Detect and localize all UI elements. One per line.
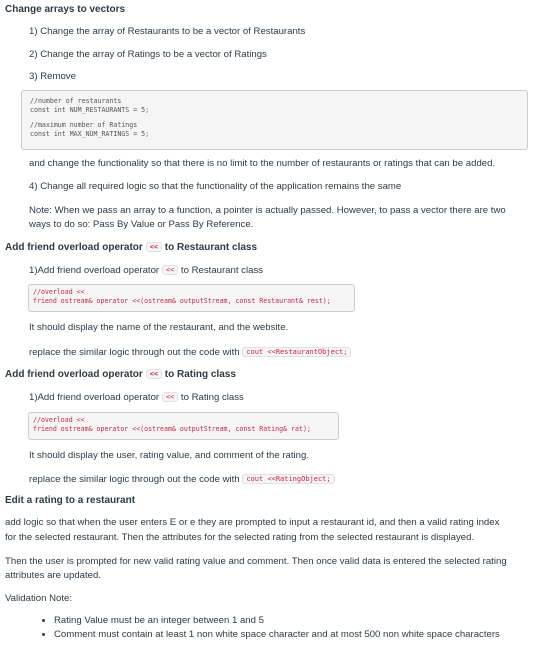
heading-change-arrays: Change arrays to vectors xyxy=(5,4,126,15)
heading-pre: Add friend overload operator xyxy=(5,369,143,380)
heading-edit-rating: Edit a rating to a restaurant xyxy=(5,495,136,506)
restaurant-item xyxy=(29,264,263,277)
item-1: 1) Change the array of Restaurants to be a vector of Restaurants xyxy=(29,26,306,37)
validation-bullet: • Rating Value must be an integer between 1 and 5 xyxy=(54,614,560,628)
heading-text xyxy=(5,369,236,380)
item-pre: 1)Add friend overload operator xyxy=(29,265,160,276)
code-line: //overload << xyxy=(33,416,85,424)
replace-pre: replace the similar logic through out the code with xyxy=(29,347,240,358)
heading-pre: Add friend overload operator xyxy=(5,242,143,253)
heading-code: << xyxy=(146,369,162,379)
item-code: << xyxy=(162,392,178,402)
validation-label: Validation Note: xyxy=(5,593,73,604)
item-pre: 1)Add friend overload operator xyxy=(29,392,160,403)
heading-rating-operator xyxy=(5,369,236,380)
code-line: const int MAX_NUM_RATINGS = 5; xyxy=(30,130,150,138)
item-4: 4) Change all required logic so that the functionality of the application remains the same xyxy=(29,181,402,192)
code-block-rating-operator xyxy=(28,412,339,440)
replace-pre: replace the similar logic through out the code with xyxy=(29,474,240,485)
item-post: to Restaurant class xyxy=(180,265,264,276)
edit-p2-line1: Then the user is prompted for new valid rating value and comment. Then once valid data is entered the selected rating xyxy=(5,556,507,567)
restaurant-replace-text xyxy=(29,346,351,359)
code-line: friend ostream& operator <<(ostream& outputStream, const Restaurant& rest); xyxy=(33,297,331,305)
replace-code: cout <<RestaurantObject; xyxy=(242,347,351,357)
edit-p2-line2: attributes are updated. xyxy=(5,570,102,581)
heading-code: << xyxy=(146,242,162,252)
item-post: to Rating class xyxy=(180,392,244,403)
item-code: << xyxy=(162,265,178,275)
heading-text xyxy=(5,242,257,253)
heading-restaurant-operator xyxy=(5,242,257,253)
code-line: //overload << xyxy=(33,288,85,296)
item-3: 3) Remove xyxy=(29,71,76,82)
validation-bullet: • Comment must contain at least 1 non white space character and at most 500 non white space characters xyxy=(54,628,560,642)
restaurant-display-text: It should display the name of the restaurant, and the website. xyxy=(29,322,289,333)
note-line-1: Note: When we pass an array to a function, a pointer is actually passed. However, to pass a vector there are two xyxy=(29,205,506,216)
code-line: friend ostream& operator <<(ostream& outputStream, const Rating& rat); xyxy=(33,425,311,433)
rating-replace-text xyxy=(29,473,335,486)
rating-item xyxy=(29,391,244,404)
edit-p1-line1: add logic so that when the user enters E or e they are prompted to input a restaurant id, and then a valid rating index xyxy=(5,517,500,528)
validation-list xyxy=(0,614,560,642)
code-block-constants xyxy=(21,90,528,150)
heading-post: to Rating class xyxy=(164,369,236,380)
code-line: const int NUM_RESTAURANTS = 5; xyxy=(30,106,150,114)
rating-display-text: It should display the user, rating value, and comment of the rating. xyxy=(29,450,309,461)
edit-p1-line2: for the selected restaurant. Then the attributes for the selected rating from the selected restaurant is displayed. xyxy=(5,532,475,543)
section-change-arrays xyxy=(5,4,125,15)
code-line: //number of restaurants xyxy=(30,97,122,105)
note-line-2: ways to do so: Pass By Value or Pass By Reference. xyxy=(29,219,254,230)
item-2: 2) Change the array of Ratings to be a vector of Ratings xyxy=(29,49,267,60)
after-code-text: and change the functionality so that there is no limit to the number of restaurants or ratings that can be added. xyxy=(29,158,496,169)
heading-post: to Restaurant class xyxy=(164,242,258,253)
code-line: //maximum number of Ratings xyxy=(30,121,138,129)
section-edit-rating xyxy=(5,495,135,506)
code-block-restaurant-operator xyxy=(28,284,355,312)
replace-code: cout <<RatingObject; xyxy=(242,474,334,484)
